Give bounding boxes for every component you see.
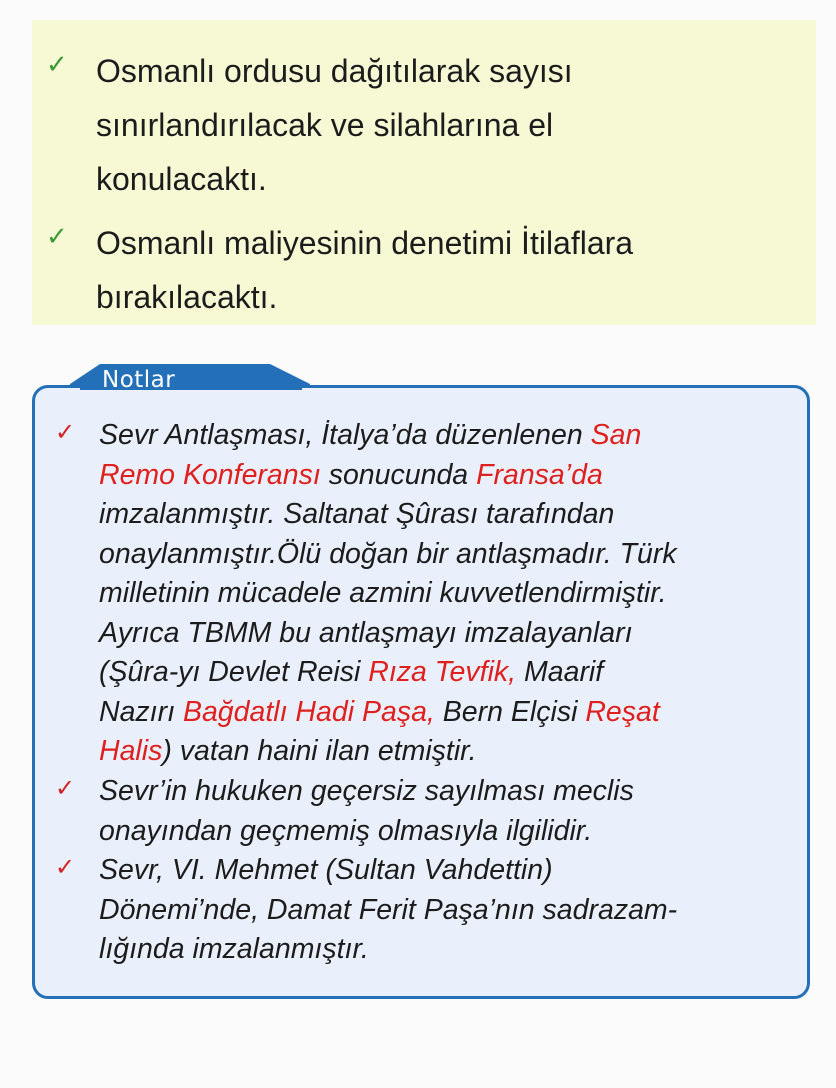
check-icon: ✓ — [55, 774, 76, 802]
highlight-text: Rıza Tevfik, — [368, 656, 517, 688]
highlight-box — [32, 20, 816, 325]
notes-tab — [70, 362, 310, 402]
note-text: Sevr’in hukuken geçersiz sayılması meclis onayından geçmemiş olmasıyla ilgilidir. — [99, 775, 634, 847]
list-item-text: Osmanlı ordusu dağıtılarak sayısı sınırlandırılacak ve silahlarına el konulacaktı. — [96, 53, 573, 197]
note-text: Sevr Antlaşması, İtalya’da düzenlenen San Remo Konferansı sonucunda Fransa’da imzalanmıştır. Saltanat Şûrası tarafından onaylanmıştır.Ölü doğan bir antlaşmadır. Türk milletinin mücadele azmini kuvvetlendirmiştir. Ayrıca TBMM bu antlaşmayı imzalayanları (Şûra-yı Devlet Reisi Rıza Tevfik, Maarif Nazırı Bağdatlı Hadi Paşa, Bern Elçisi Reşat Halis) vatan haini ilan etmiştir. — [99, 419, 677, 767]
note-text: Sevr, VI. Mehmet (Sultan Vahdettin) Dönemi’nde, Damat Ferit Paşa’nın sadrazam- lığında imzalanmıştır. — [99, 854, 678, 965]
list-item-text: Osmanlı maliyesinin denetimi İtilaflara bırakılacaktı. — [96, 225, 634, 315]
highlight-text: Halis — [99, 735, 163, 767]
highlight-text: Reşat — [585, 695, 660, 728]
highlight-text: San — [590, 419, 642, 451]
highlight-text: Remo Konferansı — [99, 458, 321, 491]
notes-title: Notlar — [102, 367, 176, 393]
highlight-text: Fransa’da — [476, 458, 603, 491]
notes-box — [32, 385, 810, 999]
check-icon: ✓ — [55, 418, 76, 446]
check-icon: ✓ — [55, 853, 76, 881]
check-icon: ✓ — [46, 50, 68, 80]
highlight-text: Bağdatlı Hadi Paşa, — [182, 695, 435, 728]
check-icon: ✓ — [46, 222, 68, 252]
